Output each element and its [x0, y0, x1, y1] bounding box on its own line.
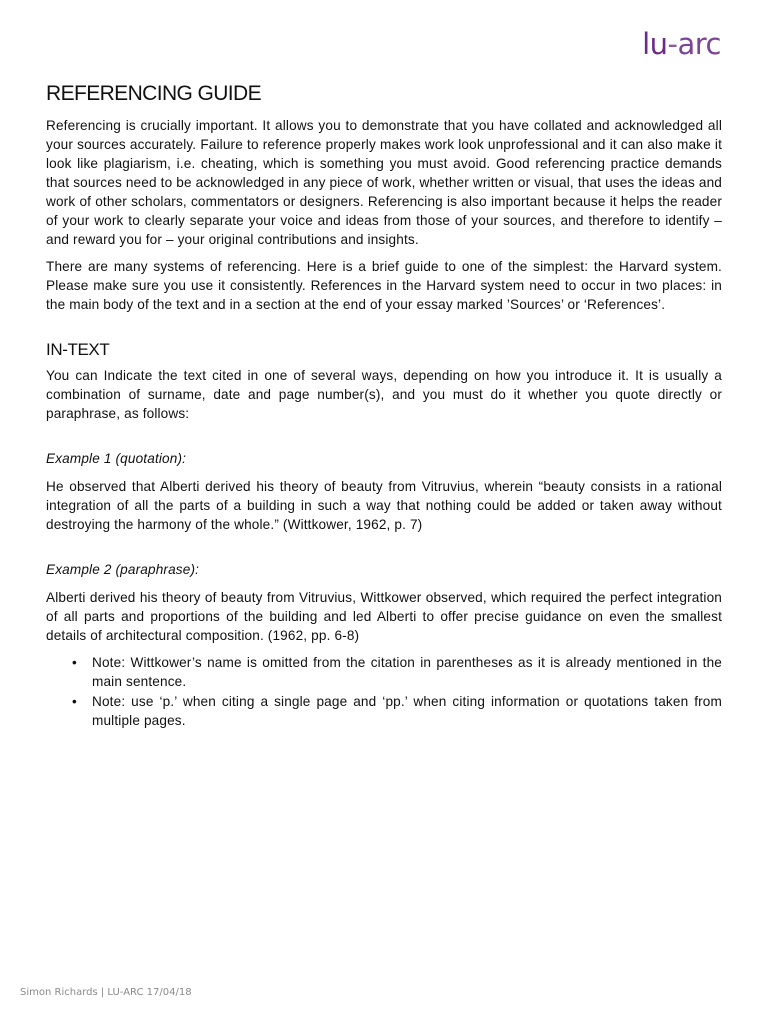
note-item — [46, 653, 722, 691]
logo-lu-text: lu — [642, 27, 668, 61]
intro-paragraph-1: Referencing is crucially important. It allows you to demonstrate that you have collated and acknowledged all your sources accurately. Failure to reference properly makes work look unprofessional and it can also make it look like plagiarism, i.e. cheating, which is something you must avoid. Good referencing practice demands that sources need to be acknowledged in any piece of work, whether written or visual, that uses the ideas and work of other scholars, commentators or designers. Referencing is also important because it helps the reader of your work to clearly separate your voice and ideas from those of your sources, and therefore to identify – and reward you for – your original contributions and insights. — [46, 118, 722, 247]
example-2-label: Example 2 (paraphrase): — [46, 562, 200, 577]
note-text: Note: use ‘p.’ when citing a single page and ‘pp.’ when citing information or quotations taken from multiple pages. — [92, 694, 722, 728]
example-1-label: Example 1 (quotation): — [46, 451, 187, 466]
example-2-text: Alberti derived his theory of beauty from Vitruvius, Wittkower observed, which required the perfect integration of all parts and proportions of the building and led Alberti to offer precise guidance on even the smallest details of architectural composition. (1962, pp. 6-8) — [46, 590, 722, 643]
section-heading-in-text: IN-TEXT — [46, 340, 110, 359]
logo-arc-text: arc — [677, 27, 721, 61]
example-1-text: He observed that Alberti derived his theory of beauty from Vitruvius, wherein “beauty consists in a rational integration of all the parts of a building in such a way that nothing could be added or taken away without destroying the harmony of the whole.” (Wittkower, 1962, p. 7) — [46, 479, 722, 532]
intro-paragraph-2: There are many systems of referencing. Here is a brief guide to one of the simplest: the Harvard system. Please make sure you use it consistently. References in the Harvard system need to occur in two places: in the main body of the text and in a section at the end of your essay marked ’Sources’ or ‘References’. — [46, 259, 722, 312]
bullet-icon: • — [72, 655, 77, 670]
page-title: REFERENCING GUIDE — [46, 82, 261, 105]
document-body — [46, 82, 722, 731]
note-item — [46, 692, 722, 730]
note-text: Note: Wittkower’s name is omitted from the citation in parentheses as it is already mentioned in the main sentence. — [92, 655, 722, 689]
in-text-intro-paragraph: You can Indicate the text cited in one of several ways, depending on how you introduce it. It is usually a combination of surname, date and page number(s), and you must do it whether you quote directly or paraphrase, as follows: — [46, 368, 722, 421]
notes-list — [46, 653, 722, 730]
bullet-icon: • — [72, 694, 77, 709]
lu-arc-logo — [642, 27, 721, 61]
logo-dash: - — [667, 27, 678, 61]
page-footer: Simon Richards | LU-ARC 17/04/18 — [20, 987, 192, 998]
